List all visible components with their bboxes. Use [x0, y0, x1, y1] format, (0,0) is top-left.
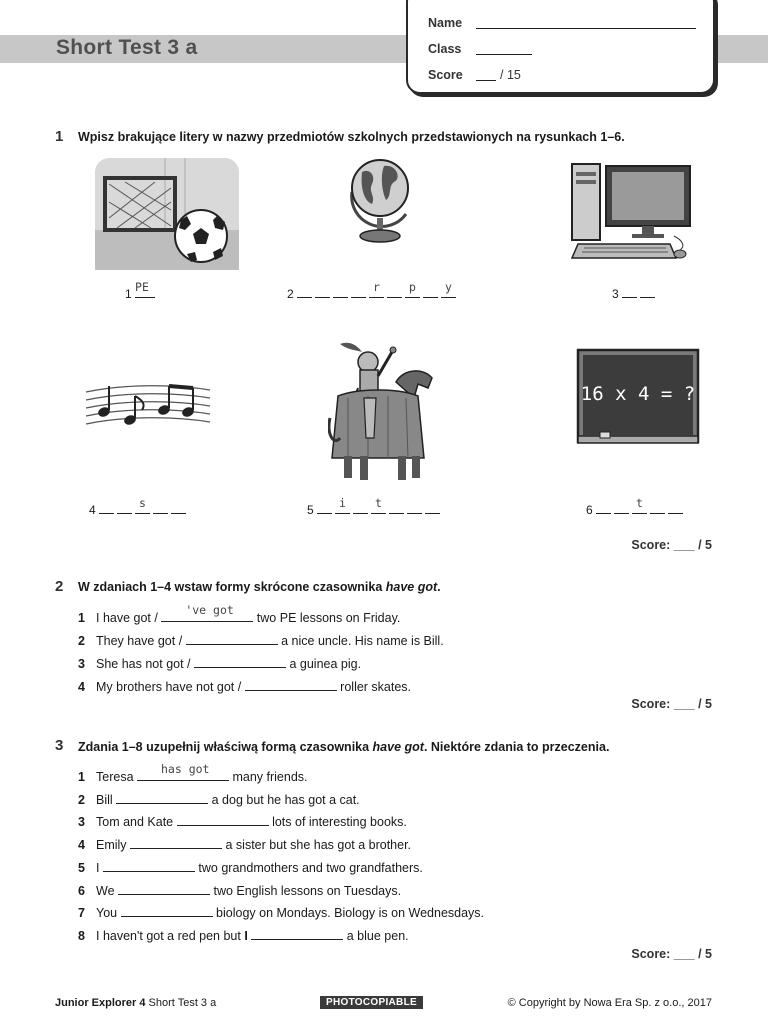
- sentence-start: We: [96, 883, 118, 898]
- letter-slot[interactable]: [622, 285, 637, 298]
- name-field[interactable]: [476, 28, 696, 29]
- caption-4-letters[interactable]: [99, 496, 189, 517]
- sentence-number: 6: [78, 883, 85, 898]
- caption-3-letters[interactable]: [622, 287, 658, 301]
- caption-3-number: 3: [612, 287, 619, 301]
- sentence-number: 1: [78, 611, 85, 625]
- sentence-end: lots of interesting books.: [268, 815, 407, 830]
- caption-4: [89, 496, 189, 517]
- q3-instruction-verb: have got: [372, 740, 424, 754]
- letter-slot[interactable]: [387, 285, 402, 298]
- sentence-number: 4: [78, 838, 85, 853]
- letter-slot[interactable]: [668, 501, 683, 514]
- footer-test-name: Short Test 3 a: [148, 997, 217, 1009]
- answer-blank[interactable]: [161, 603, 253, 622]
- sentence-number: 2: [78, 634, 85, 648]
- class-label: Class: [428, 42, 462, 56]
- sentence-end: a sister but she has got a brother.: [222, 838, 412, 853]
- letter-slot[interactable]: [171, 501, 186, 514]
- board-text: 16 x 4 = ?: [580, 383, 696, 405]
- sentence-end: a nice uncle. His name is Bill.: [277, 634, 444, 648]
- sentence-number: 3: [78, 815, 85, 830]
- letter-slot[interactable]: [333, 285, 348, 298]
- answer-blank[interactable]: [116, 791, 208, 804]
- caption-6-letters[interactable]: [596, 496, 686, 517]
- sentence-end: two English lessons on Tuesdays.: [210, 883, 402, 898]
- name-label: Name: [428, 16, 463, 30]
- letter-slot[interactable]: [650, 501, 665, 514]
- sentence-start: Teresa: [96, 770, 137, 784]
- sentence-end: two grandmothers and two grandfathers.: [194, 860, 423, 875]
- letter-slot[interactable]: [441, 280, 456, 298]
- sentence-row: [78, 859, 423, 875]
- caption-2-letters[interactable]: [297, 280, 459, 301]
- sentence-row: [78, 836, 411, 852]
- letter-slot[interactable]: [614, 501, 629, 514]
- q1-instruction: Wpisz brakujące litery w nazwy przedmiotów szkolnych przedstawionych na rysunkach 1–6.: [78, 130, 625, 144]
- sentence-start: They have got /: [96, 634, 186, 648]
- letter-slot[interactable]: [351, 285, 366, 298]
- page-title: Short Test 3 a: [56, 36, 198, 59]
- footer-book-title: Junior Explorer 4: [55, 997, 146, 1009]
- letter-slot[interactable]: [153, 501, 168, 514]
- letter-slot[interactable]: [423, 285, 438, 298]
- sentence-end: roller skates.: [336, 680, 412, 694]
- footer-copyright: © Copyright by Nowa Era Sp. z o.o., 2017: [507, 997, 712, 1009]
- letter-slot[interactable]: [353, 501, 368, 514]
- sentence-start: I haven't got a red pen but: [96, 928, 245, 943]
- answer-blank[interactable]: [121, 904, 213, 917]
- answer-blank[interactable]: [137, 762, 229, 781]
- q1-number: 1: [55, 128, 64, 145]
- sentence-start: You: [96, 906, 121, 921]
- sentence-row: [78, 813, 407, 829]
- letter-slot[interactable]: [425, 501, 440, 514]
- answer-given: has got: [161, 762, 210, 776]
- letter-slot[interactable]: [117, 501, 132, 514]
- caption-1-blank[interactable]: [135, 280, 155, 298]
- answer-blank[interactable]: [194, 655, 286, 668]
- q2-instruction: [78, 580, 441, 594]
- letter-slot[interactable]: [297, 285, 312, 298]
- letter-given: y: [445, 280, 452, 294]
- sentence-end: a dog but he has got a cat.: [208, 792, 360, 807]
- sentence-row: [78, 678, 411, 694]
- answer-blank[interactable]: [177, 813, 269, 826]
- sentence-number: 7: [78, 906, 85, 921]
- score-label: Score: [428, 68, 463, 82]
- letter-slot[interactable]: [405, 280, 420, 298]
- sentence-row: [78, 655, 361, 671]
- q3-instruction-end: . Niektóre zdania to przeczenia.: [423, 740, 610, 754]
- q1-score: Score: ___ / 5: [631, 538, 712, 552]
- sentence-end: biology on Mondays. Biology is on Wednesdays.: [212, 906, 485, 921]
- caption-6: [586, 496, 686, 517]
- photocopiable-badge: PHOTOCOPIABLE: [320, 996, 423, 1009]
- letter-slot[interactable]: [632, 496, 647, 514]
- letter-given: t: [636, 496, 643, 510]
- sentence-end: a blue pen.: [343, 928, 409, 943]
- sentence-row: [78, 762, 308, 784]
- pe-picture: [95, 158, 239, 270]
- answer-blank[interactable]: [130, 836, 222, 849]
- sentence-end: two PE lessons on Friday.: [253, 611, 401, 625]
- sentence-number: 5: [78, 860, 85, 875]
- q2-score: Score: ___ / 5: [631, 697, 712, 711]
- sentence-number: 2: [78, 792, 85, 807]
- knight-picture: [328, 338, 440, 488]
- q2-instruction-verb: have got: [385, 580, 438, 594]
- class-field[interactable]: [476, 54, 532, 55]
- letter-slot[interactable]: [135, 496, 150, 514]
- sentence-start: Bill: [96, 792, 117, 807]
- letter-slot[interactable]: [317, 501, 332, 514]
- q2-number: 2: [55, 578, 64, 595]
- letter-slot[interactable]: [315, 285, 330, 298]
- letter-slot[interactable]: [389, 501, 404, 514]
- sentence-start: I have got /: [96, 611, 162, 625]
- q2-instruction-end: .: [437, 580, 441, 594]
- score-field[interactable]: [476, 80, 496, 81]
- letter-given: s: [139, 496, 146, 510]
- sentence-row: [78, 882, 401, 898]
- sentence-start: I: [96, 860, 103, 875]
- sentence-number: 1: [78, 770, 85, 784]
- q3-score: Score: ___ / 5: [631, 947, 712, 961]
- caption-5-number: 5: [307, 503, 314, 517]
- letter-slot[interactable]: [369, 280, 384, 298]
- caption-6-number: 6: [586, 503, 593, 517]
- blackboard-picture: [576, 348, 702, 446]
- caption-2: [287, 280, 459, 301]
- music-picture: [84, 378, 212, 434]
- sentence-number: 8: [78, 928, 85, 943]
- student-info-box: [406, 0, 715, 94]
- answer-blank[interactable]: [103, 859, 195, 872]
- q3-instruction: [78, 740, 609, 754]
- footer-book: [55, 997, 216, 1009]
- letter-slot[interactable]: [407, 501, 422, 514]
- caption-2-number: 2: [287, 287, 294, 301]
- sentence-number: 4: [78, 680, 85, 694]
- caption-1: [125, 280, 155, 301]
- sentence-subject: I: [244, 928, 252, 943]
- letter-given: r: [373, 280, 380, 294]
- letter-slot[interactable]: [640, 285, 655, 298]
- q2-instruction-text: W zdaniach 1–4 wstaw formy skrócone czasownika: [78, 580, 386, 594]
- caption-5-letters[interactable]: [317, 496, 443, 517]
- caption-3: [612, 285, 658, 301]
- sentence-start: Tom and Kate: [96, 815, 177, 830]
- sentence-number: 3: [78, 657, 85, 671]
- letter-given: i: [339, 496, 346, 510]
- answer-blank[interactable]: [245, 678, 337, 691]
- letter-given: t: [375, 496, 382, 510]
- sentence-row: [78, 791, 360, 807]
- caption-4-number: 4: [89, 503, 96, 517]
- score-total: / 15: [500, 68, 521, 82]
- sentence-row: [78, 603, 401, 625]
- letter-given: p: [409, 280, 416, 294]
- sentence-start: My brothers have not got /: [96, 680, 245, 694]
- answer-blank[interactable]: [251, 927, 343, 940]
- sentence-start: Emily: [96, 838, 131, 853]
- letter-slot[interactable]: [335, 496, 350, 514]
- sentence-row: [78, 632, 444, 648]
- computer-picture: [570, 162, 694, 262]
- letter-slot[interactable]: [99, 501, 114, 514]
- sentence-start: She has not got /: [96, 657, 194, 671]
- answer-blank[interactable]: [118, 882, 210, 895]
- answer-blank[interactable]: [186, 632, 278, 645]
- letter-slot[interactable]: [596, 501, 611, 514]
- caption-1-number: 1: [125, 287, 132, 301]
- letter-slot[interactable]: [371, 496, 386, 514]
- caption-5: [307, 496, 443, 517]
- caption-1-answer: PE: [135, 280, 149, 294]
- sentence-end: many friends.: [229, 770, 308, 784]
- sentence-row: [78, 927, 409, 943]
- q3-number: 3: [55, 737, 64, 754]
- globe-picture: [344, 152, 420, 246]
- sentence-row: [78, 904, 484, 920]
- q3-instruction-text: Zdania 1–8 uzupełnij właściwą formą czasownika: [78, 740, 373, 754]
- sentence-end: a guinea pig.: [286, 657, 362, 671]
- answer-given: 've got: [185, 603, 234, 617]
